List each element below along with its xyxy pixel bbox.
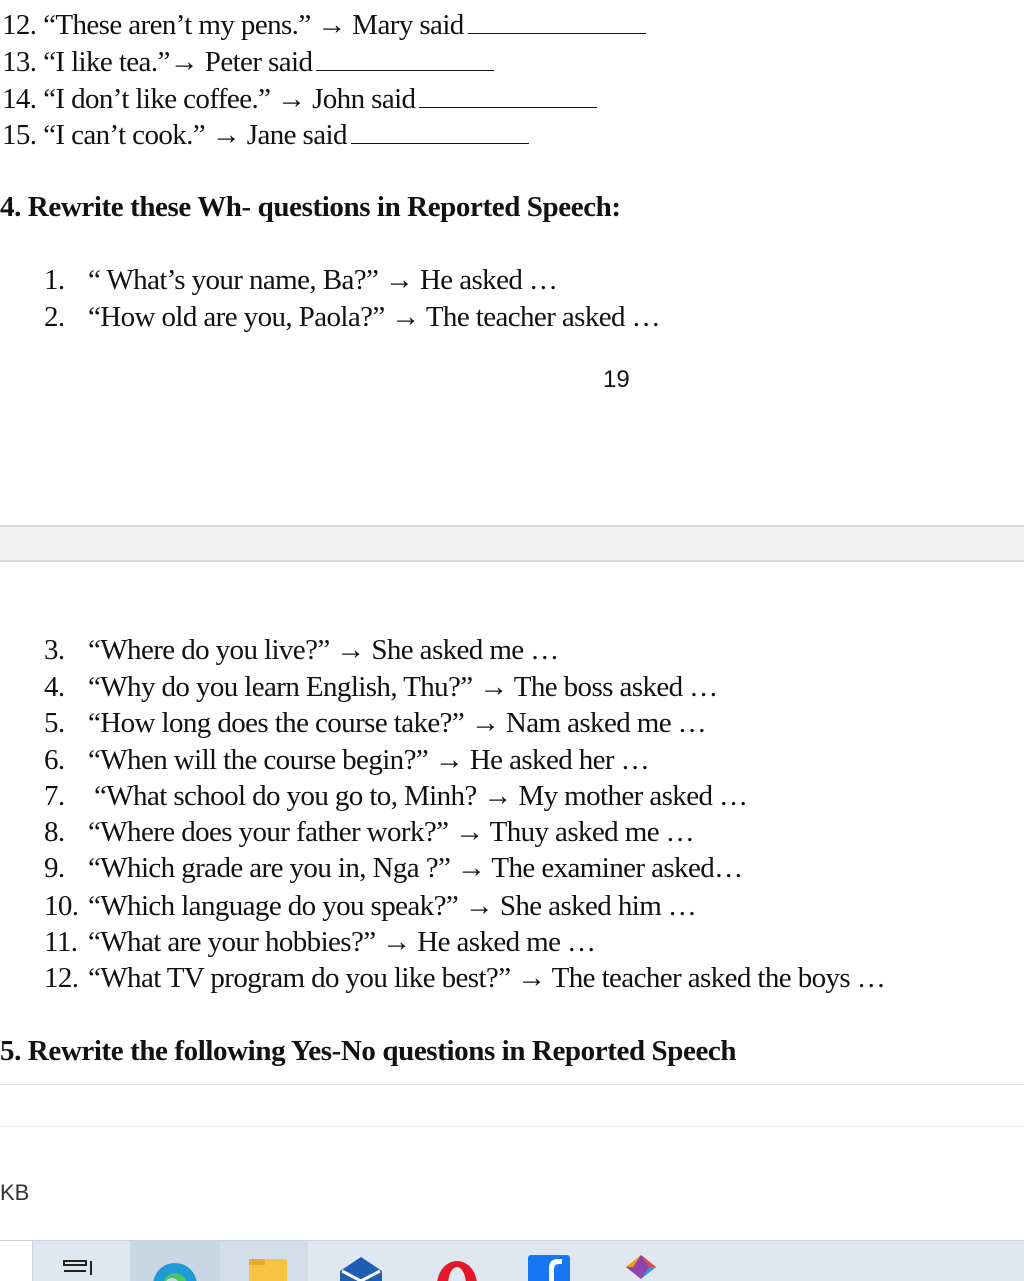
file-size-label: KB bbox=[0, 1180, 30, 1205]
section-4-heading: 4. Rewrite these Wh- questions in Reported Speech: bbox=[0, 191, 621, 223]
divider bbox=[0, 1084, 1024, 1085]
wh-question-item-4: 4. “Why do you learn English, Thu?” → The boss asked … bbox=[44, 671, 718, 703]
windows-taskbar bbox=[0, 1240, 1024, 1281]
edge-icon[interactable] bbox=[150, 1241, 200, 1281]
wh-question-item-2: 2. “How old are you, Paola?” → The teacher asked … bbox=[44, 301, 660, 333]
exercise-item-12: 12. “These aren’t my pens.” → Mary said bbox=[2, 7, 646, 42]
answer-blank[interactable] bbox=[351, 117, 529, 144]
exercise-item-15: 15. “I can’t cook.” → Jane said bbox=[2, 117, 529, 152]
mail-icon[interactable] bbox=[336, 1241, 386, 1281]
file-explorer-icon[interactable] bbox=[246, 1241, 290, 1281]
wh-question-item-8: 8. “Where does your father work?” → Thuy asked me … bbox=[44, 816, 695, 848]
opera-icon[interactable] bbox=[432, 1241, 482, 1281]
wh-question-item-10: 10. “Which language do you speak?” → She asked him … bbox=[44, 890, 697, 922]
exercise-item-14: 14. “I don’t like coffee.” → John said bbox=[2, 81, 597, 116]
page-number: 19 bbox=[603, 366, 630, 393]
document-page-20 bbox=[0, 562, 1024, 1084]
wh-question-item-11: 11. “What are your hobbies?” → He asked me … bbox=[44, 926, 596, 958]
wh-question-item-9: 9. “Which grade are you in, Nga ?” → The examiner asked… bbox=[44, 852, 743, 884]
exercise-item-13: 13. “I like tea.”→ Peter said bbox=[2, 44, 494, 79]
facebook-icon[interactable] bbox=[524, 1241, 574, 1281]
start-button[interactable] bbox=[0, 1241, 33, 1281]
color-app-icon[interactable] bbox=[616, 1241, 666, 1281]
answer-blank[interactable] bbox=[468, 7, 646, 34]
wh-question-item-7: 7. “What school do you go to, Minh? → My mother asked … bbox=[44, 780, 748, 812]
answer-blank[interactable] bbox=[419, 81, 597, 108]
task-view-icon[interactable] bbox=[60, 1241, 100, 1281]
page-break-gap bbox=[0, 525, 1024, 562]
wh-question-item-3: 3. “Where do you live?” → She asked me … bbox=[44, 634, 559, 666]
wh-question-item-12: 12. “What TV program do you like best?” → The teacher asked the boys … bbox=[44, 962, 886, 994]
wh-question-item-1: 1. “ What’s your name, Ba?” → He asked … bbox=[44, 264, 558, 296]
wh-question-item-6: 6. “When will the course begin?” → He asked her … bbox=[44, 744, 650, 776]
divider bbox=[0, 1126, 1024, 1127]
wh-question-item-5: 5. “How long does the course take?” → Nam asked me … bbox=[44, 707, 707, 739]
answer-blank[interactable] bbox=[316, 44, 494, 71]
document-page-19 bbox=[0, 0, 1024, 525]
section-5-heading: 5. Rewrite the following Yes-No questions in Reported Speech bbox=[0, 1035, 737, 1067]
